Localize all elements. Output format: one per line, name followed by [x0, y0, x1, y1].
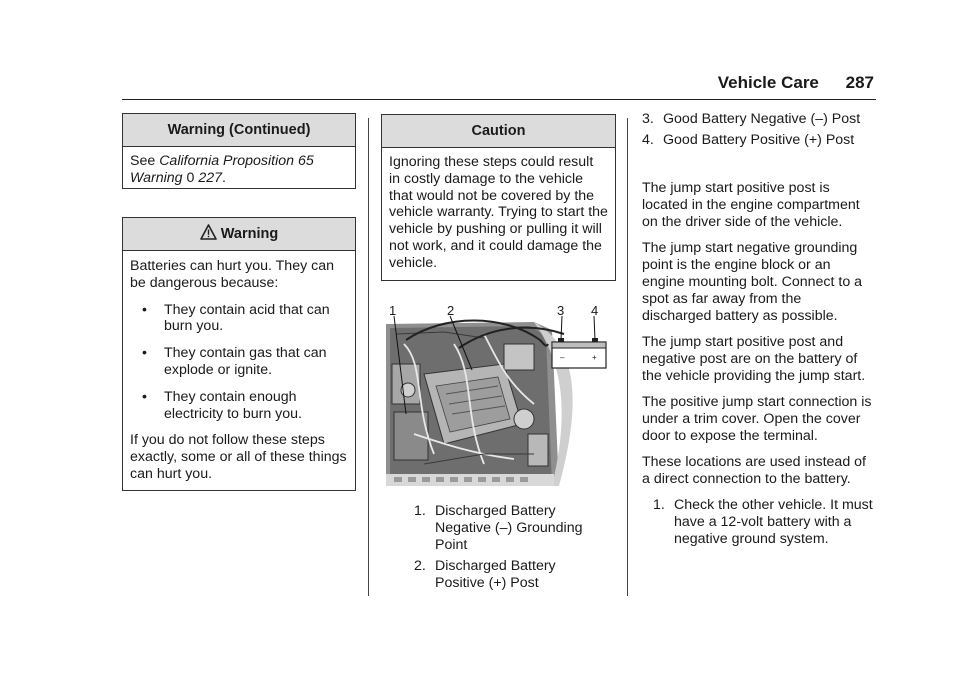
body-text	[642, 180, 874, 552]
header-rule	[122, 99, 876, 100]
caution-heading: Caution	[382, 115, 615, 148]
svg-text:–: –	[560, 353, 565, 362]
paragraph: The positive jump start connection is under a trim cover. Open the cover door to expose the terminal.	[642, 394, 872, 444]
section-title: Vehicle Care	[717, 73, 819, 92]
figure-legend-2	[642, 111, 868, 153]
prop65-reference[interactable]: California Proposition 65 Warning	[130, 153, 314, 186]
warning-bullets	[130, 302, 348, 423]
figure-callout-3: 3	[557, 303, 565, 318]
list-item: • They contain enough electricity to burn you.	[142, 388, 302, 422]
paragraph: The jump start positive post is located in the engine compartment on the driver side of the vehicle.	[642, 180, 860, 230]
steps-list	[642, 497, 874, 548]
warning-intro: Batteries can hurt you. They can be dangerous because:	[130, 258, 334, 291]
see-text: See	[130, 153, 160, 169]
page-reference-icon: 0	[186, 169, 195, 186]
list-item: 2. Discharged Battery Positive (+) Post	[414, 558, 556, 591]
good-battery-icon	[552, 338, 606, 368]
prop65-page[interactable]: 227	[194, 169, 223, 186]
figure-callout-1: 1	[389, 303, 397, 318]
figure-legend-1	[403, 503, 603, 596]
list-item: 1. Discharged Battery Negative (–) Grounding Point	[414, 503, 583, 553]
list-item: 1. Check the other vehicle. It must have a 12-volt battery with a negative ground system.	[653, 497, 873, 547]
reference-period: .	[222, 169, 226, 186]
list-item: 3. Good Battery Negative (–) Post	[642, 111, 861, 127]
page-header	[718, 73, 874, 93]
paragraph: The jump start positive post and negative post are on the battery of the vehicle providing the jump start.	[642, 334, 866, 384]
list-item: • They contain gas that can explode or ignite.	[142, 345, 327, 378]
warning-box	[122, 217, 356, 491]
figure-callout-2: 2	[447, 303, 455, 318]
page-number: 287	[845, 73, 874, 92]
caution-box	[381, 114, 616, 281]
caution-body: Ignoring these steps could result in costly damage to the vehicle that would not be covered by the vehicle warranty. Trying to start the vehicle by pushing or pulling it will not work, and it could damage the vehicle.	[389, 154, 608, 271]
list-item: • They contain acid that can burn you.	[142, 301, 330, 335]
warning-outro: If you do not follow these steps exactly, some or all of these things can hurt you.	[130, 432, 347, 482]
warning-continued-box	[122, 113, 356, 189]
column-divider-1	[368, 118, 369, 596]
paragraph: The jump start negative grounding point is the engine block or an engine mounting bolt. Connect to a spot as far away from the discharged battery as possible.	[642, 240, 863, 324]
paragraph: These locations are used instead of a direct connection to the battery.	[642, 454, 866, 487]
svg-text:+: +	[592, 353, 597, 362]
list-item: 4. Good Battery Positive (+) Post	[642, 132, 855, 148]
engine-compartment-figure	[384, 304, 614, 486]
figure-callout-4: 4	[591, 303, 599, 318]
column-divider-2	[627, 118, 628, 596]
warning-continued-heading: Warning (Continued)	[123, 114, 355, 147]
warning-heading-bar	[123, 218, 355, 251]
warning-heading: Warning	[220, 226, 279, 242]
warning-triangle-icon	[200, 220, 217, 252]
